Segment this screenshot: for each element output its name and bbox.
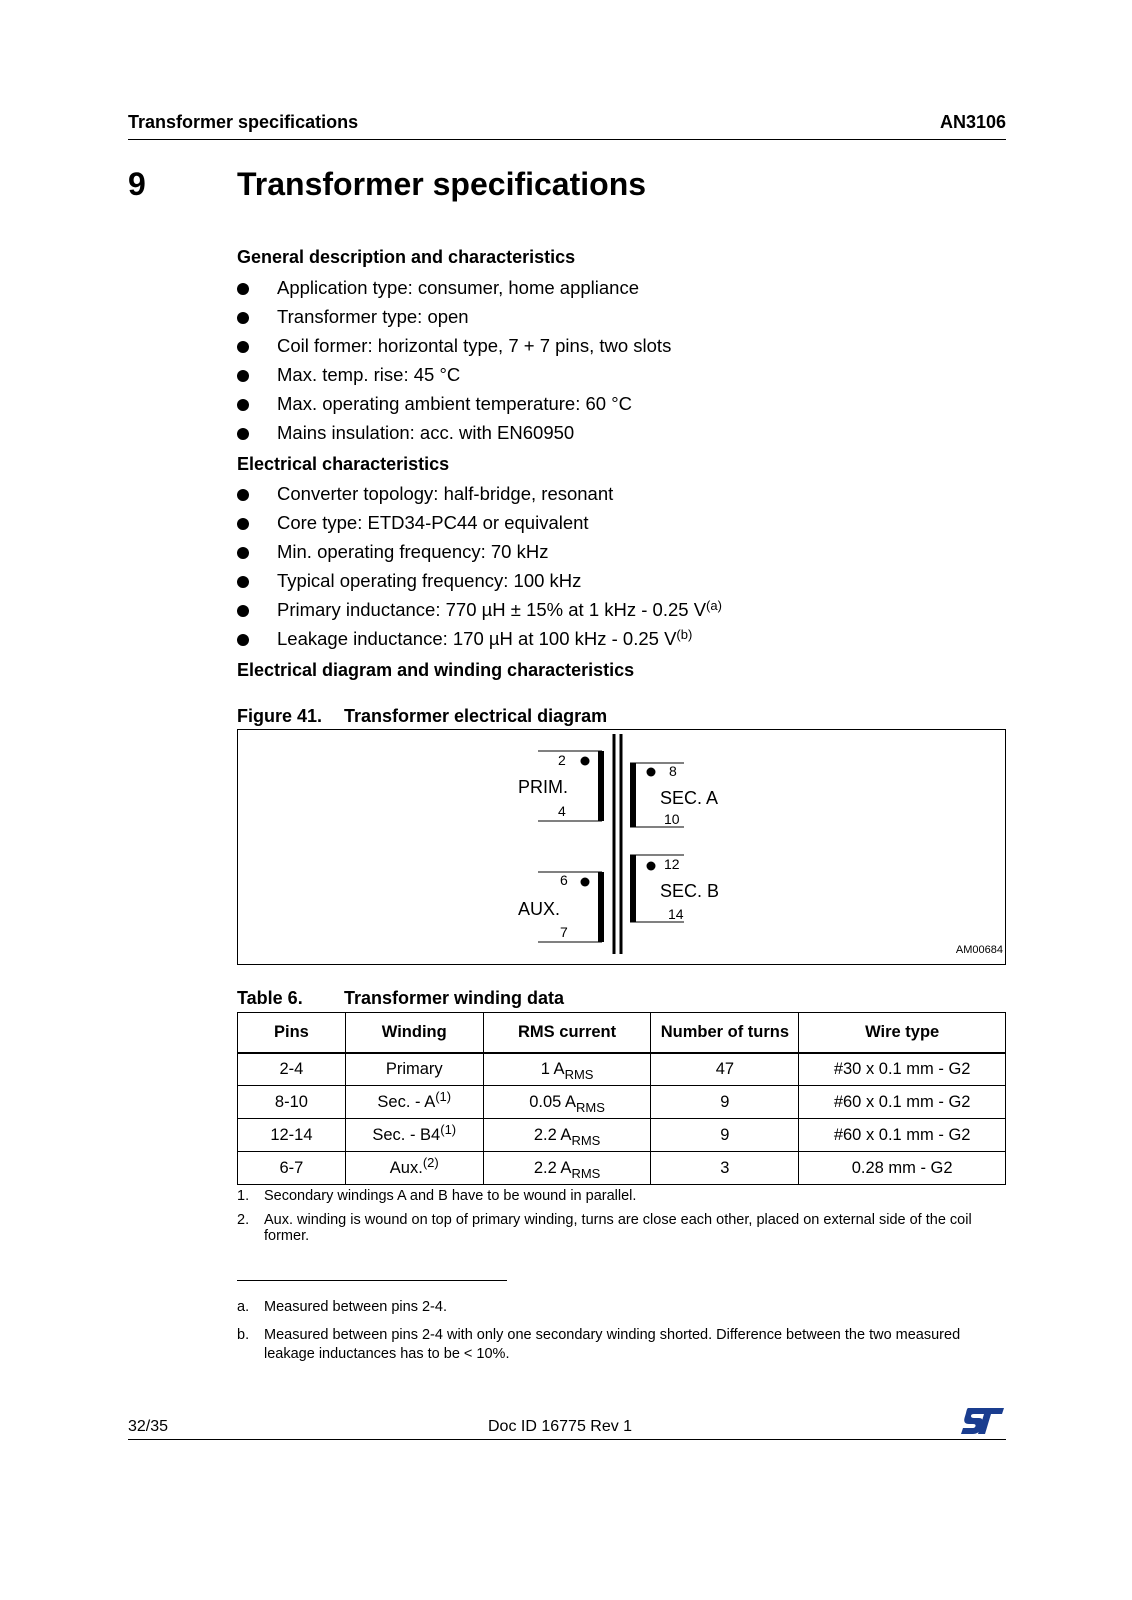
table-header-row [238,1013,1006,1053]
cell-pins: 6-7 [238,1152,346,1185]
secb-label: SEC. B [660,881,720,901]
cell-turns: 9 [651,1086,799,1119]
pin-2: 2 [558,752,566,768]
list-item: Application type: consumer, home appliance [237,273,671,302]
bullet-icon [237,634,249,646]
figure-label: Figure 41. [237,706,323,726]
section-number: 9 [128,166,146,202]
aux-dot [581,878,590,887]
prim-label: PRIM. [518,777,569,797]
prim-dot [581,757,590,766]
table-title: Transformer winding data [344,988,565,1008]
bullet-icon [237,370,249,382]
aux-winding [598,872,604,942]
pin-4: 4 [558,803,566,819]
cell-wire: #60 x 0.1 mm - G2 [799,1119,1006,1152]
cell-winding: Primary [345,1053,483,1086]
cell-wire: #60 x 0.1 mm - G2 [799,1086,1006,1119]
cell-current: 1 $A_{RMS}$ [483,1053,651,1086]
footnote: b. Measured between pins 2-4 with only one secondary winding shorted. Difference between the two measured leakage inductances has to be < 10%. [237,1327,961,1362]
cell-wire: #30 x 0.1 mm - G2 [799,1053,1006,1086]
list-item: Primary inductance: 770 µH ± 15% at 1 kHz - 0.25 $V^{(a)}$ [237,595,722,624]
table-caption [237,988,564,1009]
secb-dot [647,862,656,871]
footnotes [237,1298,1006,1373]
pin-12: 12 [664,856,680,872]
cell-turns: 3 [651,1152,799,1185]
col-header: Pins [238,1013,346,1053]
aux-label: AUX. [518,899,561,919]
bullet-icon [237,283,249,295]
cell-pins: 8-10 [238,1086,346,1119]
list-item: Leakage inductance: 170 µH at 100 kHz - 0.25 $V^{(b)}$ [237,624,722,653]
col-header: Number of turns [651,1013,799,1053]
cell-current: 0.05 $A_{RMS}$ [483,1086,651,1119]
prim-winding [598,751,604,821]
general-list [237,273,671,447]
col-header: Winding [345,1013,483,1053]
footnote: a. Measured between pins 2-4. [237,1299,447,1315]
electrical-heading: Electrical characteristics [237,454,450,474]
list-item: Converter topology: half-bridge, resonant [237,479,722,508]
list-item: Mains insulation: acc. with EN60950 [237,418,671,447]
doc-id: Doc ID 16775 Rev 1 [488,1418,633,1435]
table-row [238,1053,1006,1086]
seca-label: SEC. A [660,788,719,808]
cell-current: 2.2 $A_{RMS}$ [483,1152,651,1185]
header-title: Transformer specifications [128,112,359,132]
bullet-icon [237,489,249,501]
bullet-icon [237,428,249,440]
list-item: Coil former: horizontal type, 7 + 7 pins, two slots [237,331,671,360]
bullet-icon [237,518,249,530]
transformer-diagram [237,729,1006,965]
table-note: 1. Secondary windings A and B have to be wound in parallel. [237,1188,637,1204]
list-item: Transformer type: open [237,302,671,331]
cell-pins: 12-14 [238,1119,346,1152]
pin-14: 14 [668,906,684,922]
diagram-heading: Electrical diagram and winding characteristics [237,660,635,680]
electrical-list [237,479,722,653]
list-item: Max. operating ambient temperature: 60 °C [237,389,671,418]
table-label: Table 6. [237,988,303,1008]
list-item: Max. temp. rise: 45 °C [237,360,671,389]
general-heading: General description and characteristics [237,247,576,267]
table-note: 2. Aux. winding is wound on top of primary winding, turns are close each other, placed on external side of the coil former. [237,1212,972,1244]
pin-8: 8 [669,763,677,779]
cell-winding: Sec. - B4$^{(1)}$ [345,1119,483,1152]
pin-6: 6 [560,872,568,888]
cell-wire: 0.28 mm - G2 [799,1152,1006,1185]
footnote-ref: (b) [676,627,693,642]
page-footer [128,1414,1006,1440]
figure-title: Transformer electrical diagram [344,706,608,726]
figure-caption [237,706,607,727]
cell-winding: Sec. - $A^{(1)}$ [345,1086,483,1119]
page-header [128,112,1006,140]
bullet-icon [237,341,249,353]
seca-winding [630,763,636,827]
table-notes [237,1188,997,1252]
secb-winding [630,855,636,922]
header-doc-code: AN3106 [939,112,1006,132]
winding-data-table [237,1012,1006,1185]
cell-winding: Aux.$^{(2)}$ [345,1152,483,1185]
bullet-icon [237,576,249,588]
cell-turns: 47 [651,1053,799,1086]
bullet-icon [237,547,249,559]
table-row [238,1152,1006,1185]
cell-pins: 2-4 [238,1053,346,1086]
bullet-icon [237,399,249,411]
pin-10: 10 [664,811,680,827]
footnote-ref: (a) [706,598,722,613]
section-title: Transformer specifications [237,166,647,202]
figure-code: AM00684 [955,944,1003,956]
cell-turns: 9 [651,1119,799,1152]
seca-dot [647,768,656,777]
st-logo-icon [960,1406,1006,1436]
list-item: Typical operating frequency: 100 kHz [237,566,722,595]
bullet-icon [237,312,249,324]
list-item: Core type: ETD34-PC44 or equivalent [237,508,722,537]
table-row [238,1086,1006,1119]
col-header: RMS current [483,1013,651,1053]
table-row [238,1119,1006,1152]
footnote-divider [237,1280,507,1281]
pin-7: 7 [560,924,568,940]
col-header: Wire type [799,1013,1006,1053]
list-item: Min. operating frequency: 70 kHz [237,537,722,566]
cell-current: 2.2 $A_{RMS}$ [483,1119,651,1152]
page-number: 32/35 [128,1418,169,1435]
bullet-icon [237,605,249,617]
